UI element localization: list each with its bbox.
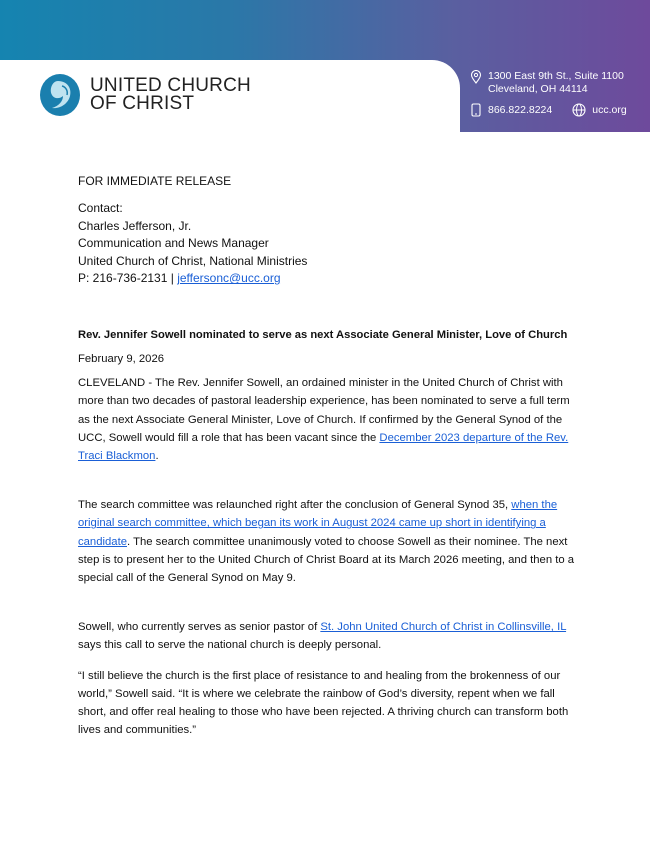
- logo-line-1: UNITED CHURCH: [90, 75, 251, 96]
- phone-icon: [470, 103, 482, 117]
- release-date: February 9, 2026: [78, 352, 165, 365]
- release-label: FOR IMMEDIATE RELEASE: [78, 174, 232, 188]
- paragraph-text: CLEVELAND - The Rev. Jennifer Sowell, an ordained minister in the United Church of Christ with more than two decades of pastoral leadership experience, has been nominated to serve a full term as the next Associate General Minister, Love of Church. If confirmed by the General Synod of the UCC, Sowell would fill a role that has been vacant since the: [78, 377, 570, 444]
- blackmon-departure-link[interactable]: December 2023 departure of the Rev. Traci Blackmon: [78, 431, 569, 462]
- logo-line-2: OF CHRIST: [90, 93, 195, 114]
- paragraph-text: The search committee was relaunched right after the conclusion of General Synod 35,: [78, 499, 512, 512]
- contact-phone: P: 216-736-2131 |: [78, 271, 178, 286]
- paragraph-1: [78, 374, 583, 465]
- location-pin-icon: [470, 70, 482, 84]
- contact-label: Contact:: [78, 201, 123, 216]
- header-website[interactable]: ucc.org: [592, 103, 627, 116]
- contact-org: United Church of Christ, National Ministries: [78, 253, 308, 268]
- contact-title: Communication and News Manager: [78, 236, 269, 251]
- ucc-comma-logo-icon: [38, 72, 84, 118]
- header-contact-info: [470, 70, 627, 124]
- paragraph-2: [78, 496, 583, 587]
- contact-email-link[interactable]: jeffersonc@ucc.org: [177, 271, 281, 286]
- contact-block: [78, 200, 583, 288]
- ucc-logo: [38, 72, 251, 118]
- header-phone: 866.822.8224: [488, 103, 553, 116]
- paragraph-text: .: [155, 449, 159, 462]
- search-committee-link[interactable]: when the original search committee, which began its work in August 2024 came up short in identifying a candidate: [78, 499, 558, 548]
- headline: Rev. Jennifer Sowell nominated to serve as next Associate General Minister, Love of Church: [78, 328, 568, 341]
- paragraph-3: [78, 618, 583, 654]
- press-release-body: [78, 172, 583, 739]
- paragraph-4: “I still believe the church is the first place of resistance to and healing from the brokenness of our world,” Sowell said. “It is where we celebrate the rainbow of God’s diversity, repent when we fall short, and offer real healing to those who have been rejected. A thriving church can transform both lives and communities.”: [78, 669, 569, 737]
- paragraph-text: says this call to serve the national church is deeply personal.: [78, 639, 382, 652]
- st-john-ucc-link[interactable]: St. John United Church of Christ in Collinsville, IL: [320, 621, 567, 634]
- paragraph-text: Sowell, who currently serves as senior pastor of: [78, 621, 321, 634]
- address-line-1: 1300 East 9th St., Suite 1100: [488, 70, 624, 82]
- globe-icon: [572, 103, 586, 117]
- paragraph-text: . The search committee unanimously voted to choose Sowell as their nominee. The next step is to present her to the United Church of Christ Board at its March 2026 meeting, and then to a special call of the General Synod on May 9.: [78, 535, 575, 584]
- contact-name: Charles Jefferson, Jr.: [78, 218, 192, 233]
- address-line-2: Cleveland, OH 44114: [488, 83, 588, 95]
